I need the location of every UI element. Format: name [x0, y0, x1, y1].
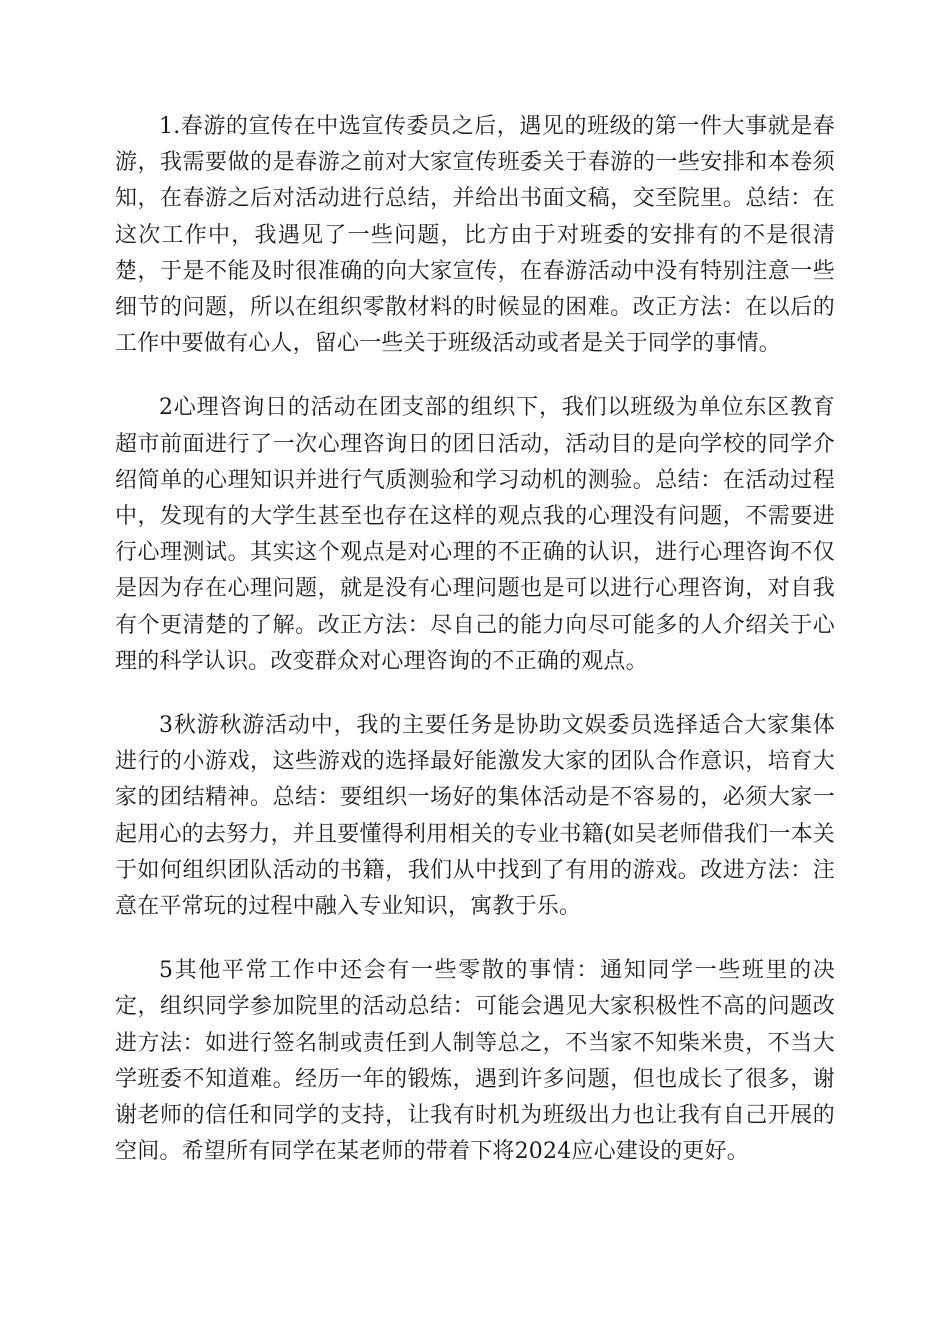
paragraph-spring-outing: 1.春游的宣传在中选宣传委员之后，遇见的班级的第一件大事就是春游，我需要做的是春游之前对大家宣传班委关于春游的一些安排和本卷须知，在春游之后对活动进行总结，并给出书面文稿，交至院里。总结：在这次工作中，我遇见了一些问题，比方由于对班委的安排有的不是很清楚，于是不能及时很准确的向大家宣传，在春游活动中没有特别注意一些细节的问题，所以在组织零散材料的时候显的困难。改正方法：在以后的工作中要做有心人，留心一些关于班级活动或者是关于同学的事情。 — [115, 114, 835, 357]
document-body — [115, 109, 835, 1198]
paragraph-psychology-day: 2心理咨询日的活动在团支部的组织下，我们以班级为单位东区教育超市前面进行了一次心理咨询日的团日活动，活动目的是向学校的同学介绍简单的心理知识并进行气质测验和学习动机的测验。总结：在活动过程中，发现有的大学生甚至也存在这样的观点我的心理没有问题，不需要进行心理测试。其实这个观点是对心理的不正确的认识，进行心理咨询不仅是因为存在心理问题，就是没有心理问题也是可以进行心理咨询，对自我有个更清楚的了解。改正方法：尽自己的能力向尽可能多的人介绍关于心理的科学认识。改变群众对心理咨询的不正确的观点。 — [115, 395, 835, 674]
paragraph-autumn-outing: 3秋游秋游活动中，我的主要任务是协助文娱委员选择适合大家集体进行的小游戏，这些游戏的选择最好能激发大家的团队合作意识，培育大家的团结精神。总结：要组织一场好的集体活动是不容易的，必须大家一起用心的去努力，并且要懂得利用相关的专业书籍(如吴老师借我们一本关于如何组织团队活动的书籍，我们从中找到了有用的游戏。改进方法：注意在平常玩的过程中融入专业知识，寓教于乐。 — [115, 713, 835, 920]
paragraph-other-work: 5其他平常工作中还会有一些零散的事情：通知同学一些班里的决定，组织同学参加院里的活动总结：可能会遇见大家积极性不高的问题改进方法：如进行签名制或责任到人制等总之，不当家不知柴米贵，不当大学班委不知道难。经历一年的锻炼，遇到许多问题，但也成长了很多，谢谢老师的信任和同学的支持，让我有时机为班级出力也让我有自己开展的空间。希望所有同学在某老师的带着下将2024应心建设的更好。 — [115, 958, 835, 1165]
